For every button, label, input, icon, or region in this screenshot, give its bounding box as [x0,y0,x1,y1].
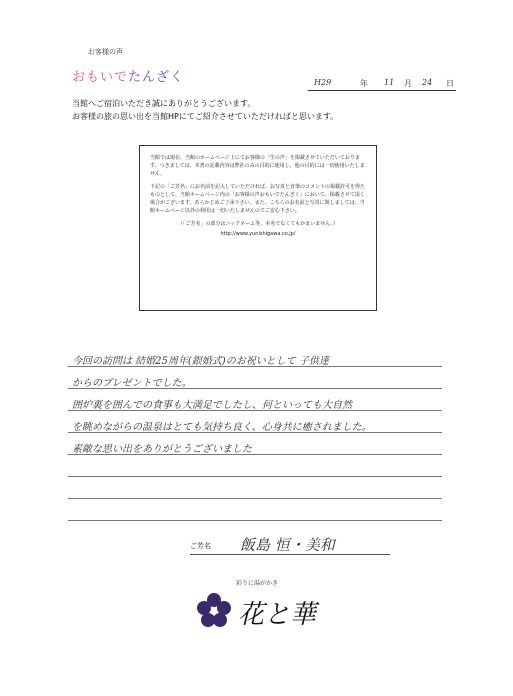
logo-subtitle: 彩りに湯がかき [236,580,279,587]
date-underline [308,90,456,91]
brand-title [72,66,184,85]
intro-line-1: 当館へご宿泊いただき誠にありがとうございます。 [72,99,256,108]
date-era: H29 [314,78,332,87]
comment-line-1: 今回の訪問は 結婚25周年(銀婚式)のお祝いとして 子供達 [72,356,329,367]
comment-line-2: からのプレゼントでした。 [72,378,192,389]
comment-rule [68,498,442,499]
date-day-label: 日 [446,79,454,88]
comment-line-4: を眺めながらの温泉はとても気持ち良く、心身共に癒されました。 [72,422,372,433]
notice-paragraph-1: 当館では現在、当館のホームページ上にてお客様の「生の声」を掲載させていただいております。つきましては、本書の記載内容は弊社のみの目的に使用し、他の目的には一切使用いたしません。 [150,155,365,177]
intro-line-2: お客様の旅の思い出を当館HPにてご紹介させていただければと思います。 [72,112,339,121]
comment-line-3: 囲炉裏を囲んでの食事も大満足でしたし、何といっても大自然 [72,400,352,411]
signature-underline [190,554,390,555]
date-field [308,78,456,90]
date-day: 24 [422,78,433,87]
header-small-label: お客様の声 [88,48,123,56]
date-year-label: 年 [360,79,368,88]
comment-rule [68,476,442,477]
notice-nickname-note: （「ご芳名」の部分はニックネーム等、本名でなくてもかまいません。） [177,221,339,227]
date-month: 11 [384,78,395,87]
logo-name: 花と華 [238,600,317,630]
flower-icon [196,592,232,628]
notice-paragraph-2: 下記の「ご芳名」にお名前を記入していただければ、お写真と直筆のコメントの掲載許可を得たものとして、当館ホームページ内の「お客様の声おもいでたんざく」において、掲載させて頂く場合がございます。あらかじめご了承下さい。また、こちらのお名前と写真に関しましては、当館ホームページ以外の利用は一切いたしませんのでご安心下さい。 [150,184,366,214]
notice-url: http://www.yunishigawa.co.jp/ [220,231,296,237]
date-month-label: 月 [404,79,412,88]
title-purple: たんざく [128,70,185,85]
signature-name: 飯島 恒・美和 [240,536,335,554]
title-pink: おもいで [72,70,129,85]
signature-label: ご芳名 [190,542,211,550]
comment-rule [68,520,442,521]
logo [196,578,326,638]
notice-box [139,145,377,311]
comment-line-5: 素敵な思い出をありがとうございました [72,444,252,455]
